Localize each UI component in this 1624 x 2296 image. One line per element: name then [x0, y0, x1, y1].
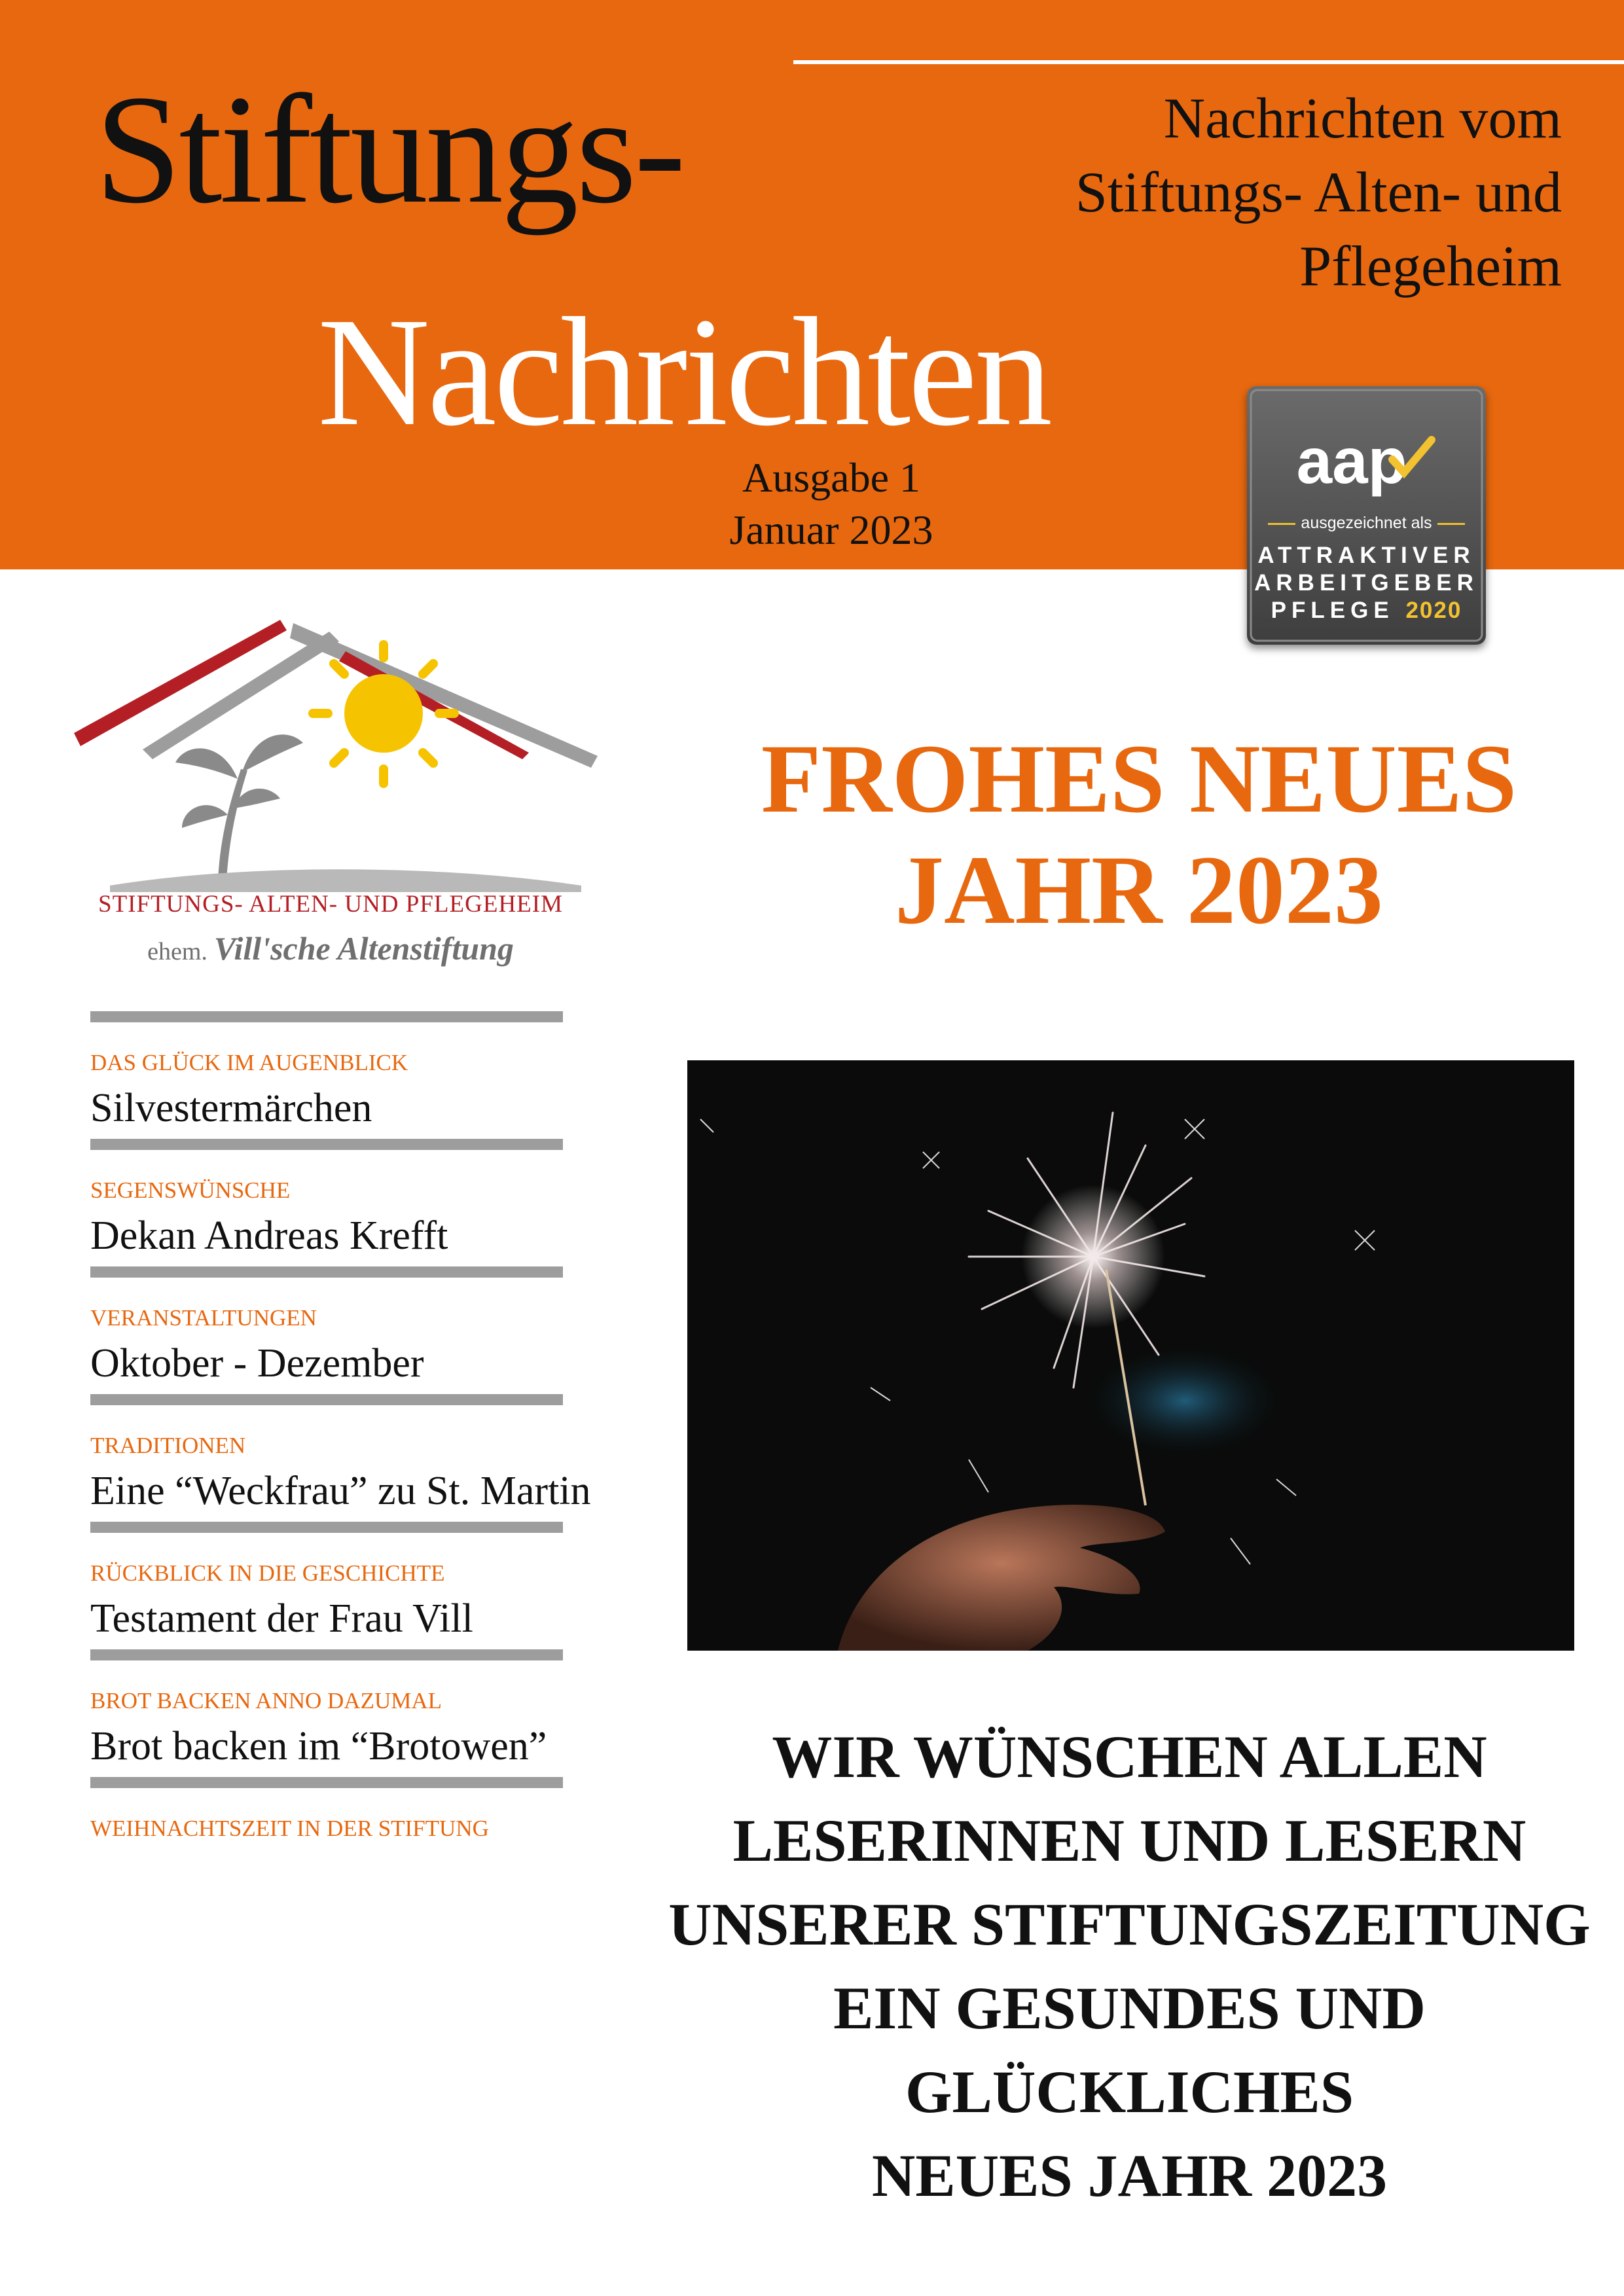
foundation-logo-icon	[71, 612, 607, 893]
toc-category: BROT BACKEN ANNO DAZUMAL	[90, 1688, 442, 1713]
masthead-title-line1: Stiftungs-	[95, 63, 683, 236]
toc-category-weihnachtszeit[interactable]: WEIHNACHTSZEIT IN DER STIFTUNG	[90, 1816, 489, 1841]
toc-category: DAS GLÜCK IM AUGENBLICK	[90, 1050, 408, 1075]
wish-line: NEUES JAHR 2023	[871, 2142, 1388, 2209]
toc-link-weckfrau[interactable]: Eine “Weckfrau” zu St. Martin	[90, 1469, 591, 1513]
logo-former-prefix: ehem.	[147, 938, 208, 965]
toc-link-silvestermaerchen[interactable]: Silvestermärchen	[90, 1086, 372, 1130]
issue-date: Januar 2023	[729, 507, 933, 553]
roof-gray-icon	[290, 623, 598, 768]
badge-year: 2020	[1405, 598, 1462, 623]
toc-link-veranstaltungen[interactable]: Oktober - Dezember	[90, 1341, 424, 1386]
wish-line: WIR WÜNSCHEN ALLEN	[772, 1723, 1487, 1790]
issue-info	[707, 452, 956, 556]
toc-category: VERANSTALTUNGEN	[90, 1305, 317, 1331]
toc-divider	[90, 1139, 563, 1150]
toc-divider	[90, 1011, 563, 1022]
wish-line: GLÜCKLICHES	[905, 2058, 1354, 2125]
issue-number: Ausgabe 1	[742, 454, 920, 501]
headline-line: JAHR 2023	[895, 836, 1383, 944]
toc-divider	[90, 1777, 563, 1788]
sparkler-image-icon	[687, 1060, 1574, 1651]
logo-former-name	[85, 929, 576, 967]
header-rule	[793, 60, 1624, 64]
badge-line1: ATTRAKTIVER	[1257, 543, 1475, 568]
toc-divider	[90, 1649, 563, 1660]
subtitle-line: Stiftungs- Alten- und	[1075, 161, 1562, 224]
toc-category: SEGENSWÜNSCHE	[90, 1177, 291, 1203]
toc-category: TRADITIONEN	[90, 1433, 246, 1458]
toc-divider	[90, 1266, 563, 1278]
badge-line3: PFLEGE	[1271, 598, 1394, 623]
table-of-contents	[90, 1011, 591, 1842]
subtitle-line: Nachrichten vom	[1163, 87, 1562, 151]
wish-line: EIN GESUNDES UND	[833, 1975, 1426, 2041]
logo-former-title: Vill'sche Altenstiftung	[213, 930, 514, 967]
toc-category: RÜCKBLICK IN DIE GESCHICHTE	[90, 1560, 445, 1586]
logo-name: STIFTUNGS- ALTEN- UND PFLEGEHEIM	[98, 891, 563, 918]
employer-award-badge	[1247, 386, 1486, 645]
subtitle-line: Pflegeheim	[1299, 235, 1562, 298]
masthead-subtitle	[907, 82, 1562, 304]
toc-divider	[90, 1522, 563, 1533]
toc-link-testament[interactable]: Testament der Frau Vill	[90, 1596, 473, 1641]
hand-shape	[838, 1505, 1165, 1651]
toc-divider	[90, 1394, 563, 1405]
toc-link-brot-backen[interactable]: Brot backen im “Brotowen”	[90, 1724, 547, 1768]
plant-icon	[175, 734, 303, 880]
masthead-title-line2: Nachrichten	[317, 286, 1050, 458]
wish-line: LESERINNEN UND LESERN	[732, 1807, 1526, 1874]
new-year-headline	[655, 723, 1623, 946]
new-year-wish	[635, 1715, 1624, 2217]
sun-icon	[344, 674, 423, 753]
badge-caption: ausgezeichnet als	[1301, 514, 1432, 532]
sparkler-photo	[687, 1060, 1574, 1651]
aap-logo-text: aap	[1296, 425, 1407, 497]
headline-line: FROHES NEUES	[761, 725, 1517, 833]
wish-line: UNSERER STIFTUNGSZEITUNG	[668, 1891, 1591, 1958]
badge-line2: ARBEITGEBER	[1254, 570, 1479, 596]
toc-link-dekan[interactable]: Dekan Andreas Krefft	[90, 1213, 448, 1258]
